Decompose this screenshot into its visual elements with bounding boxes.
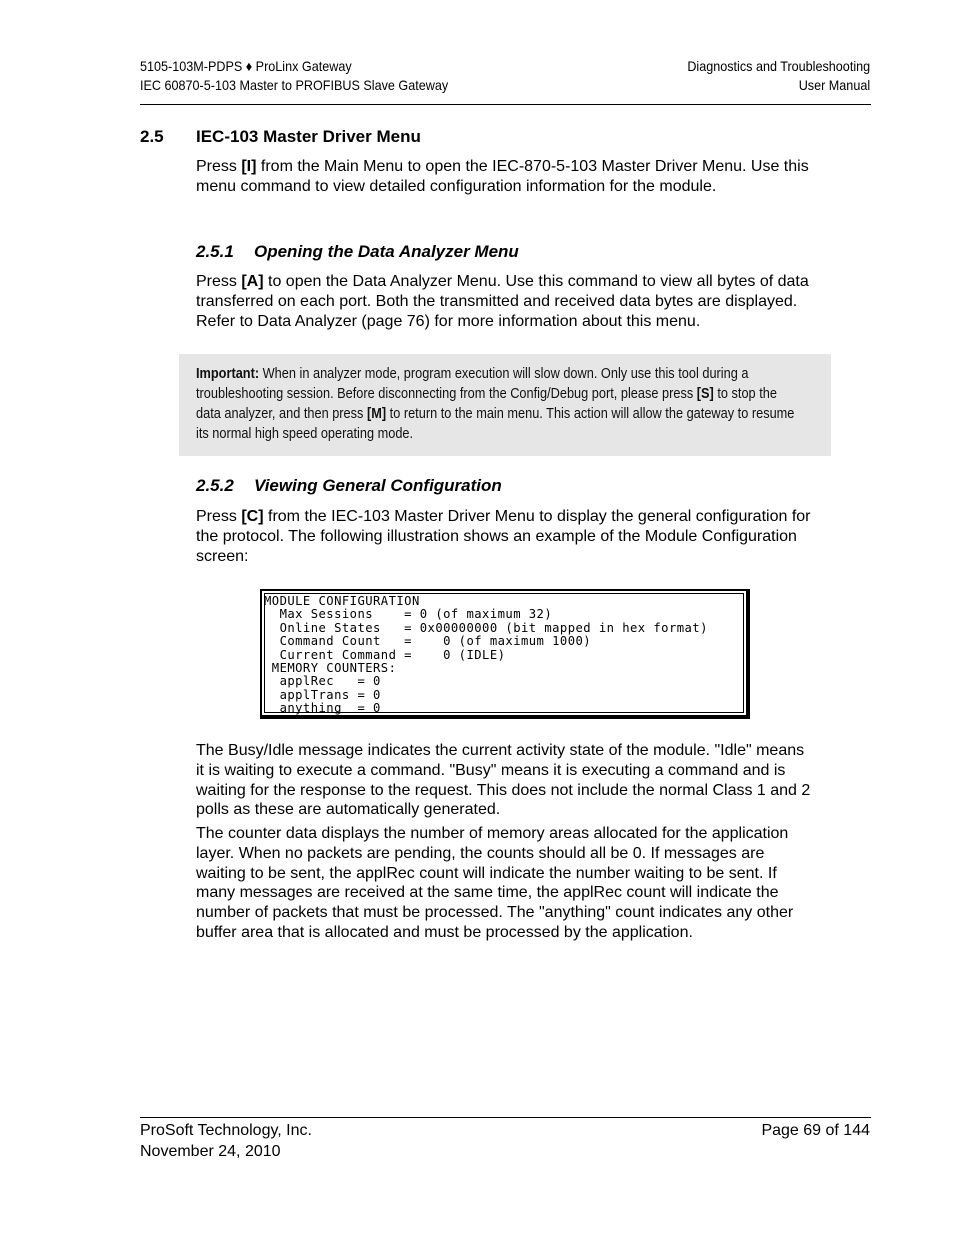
note-label: Important:	[196, 366, 260, 382]
subsection-heading-config: 2.5.2 Viewing General Configuration	[196, 476, 502, 495]
header-left	[140, 57, 448, 95]
analyzer-paragraph: Press [A] to open the Data Analyzer Menu. Use this command to view all bytes of data transferred on each port. Both the transmitted and received data bytes are displayed. Refer to Data Analyzer (page 76) for more information about this menu.	[196, 273, 809, 330]
key-i: [I]	[241, 158, 257, 175]
header-right	[687, 57, 870, 95]
header-manual: User Manual	[798, 77, 870, 93]
important-note: Important: When in analyzer mode, program execution will slow down. Only use this tool during a troubleshooting session. Before disconnecting from the Config/Debug port, please press [S] to stop the data analyzer, and then press [M] to return to the main menu. This action will allow the gateway to resume its normal high speed operating mode.	[179, 354, 831, 456]
footer-page-number: Page 69 of 144	[761, 1122, 870, 1139]
section-number: 2.5	[140, 127, 164, 146]
header-product: 5105-103M-PDPS ♦ ProLinx Gateway	[140, 58, 352, 74]
key-s: [S]	[696, 386, 714, 402]
key-a: [A]	[241, 273, 264, 290]
header-subtitle: IEC 60870-5-103 Master to PROFIBUS Slave Gateway	[140, 77, 449, 93]
footer-company: ProSoft Technology, Inc.	[140, 1122, 312, 1139]
footer-divider	[140, 1117, 871, 1118]
counter-paragraph: The counter data displays the number of memory areas allocated for the application layer. When no packets are pending, the counts should all be 0. If messages are waiting to be sent, the applRec count will indicate the number waiting to be sent. If many messages are received at the same time, the applRec count will indicate the number of packets that must be processed. The "anything" count indicates any other buffer area that is allocated and must be processed by the application.	[196, 825, 794, 941]
footer-date: November 24, 2010	[140, 1143, 281, 1160]
header-divider	[140, 104, 871, 105]
module-configuration-screen	[260, 589, 750, 719]
section-intro: Press [I] from the Main Menu to open the IEC-870-5-103 Master Driver Menu. Use this menu command to view detailed configuration information for the module.	[196, 158, 809, 195]
section-heading	[140, 126, 421, 148]
header-chapter: Diagnostics and Troubleshooting	[687, 58, 870, 74]
console-output: MODULE CONFIGURATION Max Sessions = 0 (of maximum 32) Online States = 0x00000000 (bit mapped in hex format) Command Count = 0 (of maximum 1000) Current Command = 0 (IDLE) MEMORY COUNTERS: applRec = 0 applTrans = 0 anything = 0	[264, 594, 708, 716]
key-c: [C]	[241, 508, 264, 525]
config-paragraph: Press [C] from the IEC-103 Master Driver Menu to display the general configuration for the protocol. The following illustration shows an example of the Module Configuration screen:	[196, 508, 811, 565]
subsection-heading-analyzer: 2.5.1 Opening the Data Analyzer Menu	[196, 242, 519, 261]
footer-left	[140, 1120, 312, 1162]
key-m: [M]	[366, 406, 387, 422]
busy-idle-paragraph: The Busy/Idle message indicates the current activity state of the module. "Idle" means it is waiting to execute a command. "Busy" means it is executing a command and is waiting for the response to the request. This does not include the normal Class 1 and 2 polls as these are automatically generated.	[196, 742, 811, 819]
section-title: IEC-103 Master Driver Menu	[196, 127, 421, 146]
